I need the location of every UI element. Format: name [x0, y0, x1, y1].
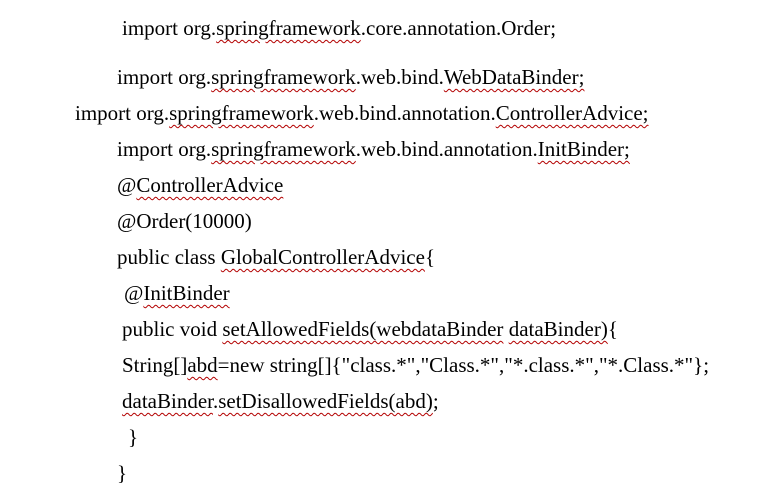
code-text: } — [128, 425, 139, 449]
code-text: @ — [117, 173, 137, 197]
code-text: import org. — [122, 16, 217, 40]
code-text: import org. — [117, 65, 212, 89]
code-line — [0, 455, 783, 491]
code-text: import org. — [117, 137, 212, 161]
misspelled-text: springframework — [216, 16, 361, 40]
code-text: .web.bind. — [355, 65, 444, 89]
code-text: .web.bind.annotation. — [355, 137, 538, 161]
code-line — [0, 10, 783, 46]
code-line — [0, 131, 783, 167]
misspelled-text: springframework — [211, 65, 356, 89]
misspelled-text: WebDataBinder; — [443, 65, 585, 89]
code-line — [0, 167, 783, 203]
misspelled-text: springframework — [211, 137, 356, 161]
code-line — [0, 203, 783, 239]
misspelled-text: ControllerAdvice — [136, 173, 284, 197]
misspelled-text: ControllerAdvice; — [495, 101, 649, 125]
misspelled-text: springframework — [169, 101, 314, 125]
misspelled-text: InitBinder; — [537, 137, 630, 161]
code-line — [0, 239, 783, 275]
misspelled-text: abd — [187, 353, 218, 377]
code-text: .core.annotation.Order; — [360, 16, 557, 40]
code-text: public void — [122, 317, 223, 341]
code-line — [0, 95, 783, 131]
misspelled-text: setDisallowedFields(abd) — [218, 389, 433, 413]
misspelled-text: dataBinder — [122, 389, 213, 413]
code-text: @ — [124, 281, 144, 305]
code-text: ; — [432, 389, 439, 413]
code-text: { — [424, 245, 436, 269]
misspelled-text: InitBinder — [143, 281, 230, 305]
code-text: String[] — [122, 353, 188, 377]
code-line — [0, 275, 783, 311]
code-line — [0, 311, 783, 347]
code-line — [0, 419, 783, 455]
code-text: } — [117, 461, 128, 485]
code-text: .web.bind.annotation. — [313, 101, 496, 125]
code-text: =new string[]{"class.*","Class.*","*.class.*","*.Class.*"}; — [217, 353, 710, 377]
misspelled-text: GlobalControllerAdvice — [220, 245, 425, 269]
code-text: @Order(10000) — [117, 209, 252, 233]
code-text: import org. — [75, 101, 170, 125]
code-text: . — [212, 389, 219, 413]
code-line — [0, 59, 783, 95]
code-line — [0, 383, 783, 419]
misspelled-text: setAllowedFields(webdataBinder — [222, 317, 504, 341]
code-line — [0, 347, 783, 383]
code-text: { — [607, 317, 618, 341]
code-text: public class — [117, 245, 221, 269]
misspelled-text: dataBinder) — [508, 317, 608, 341]
